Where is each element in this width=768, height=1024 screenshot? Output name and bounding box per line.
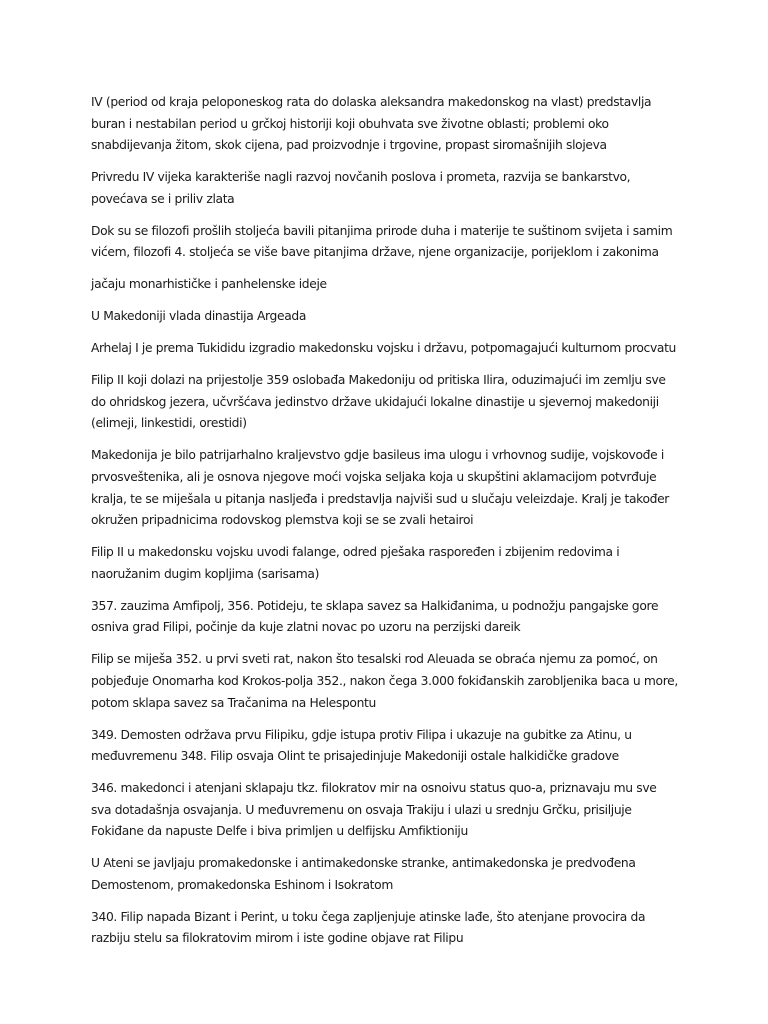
paragraph-7: Filip II koji dolazi na prijestolje 359 oslobađa Makedoniju od pritiska Ilira, oduzimajući im zemlju sve do ohridskog jezera, učvršćava jedinstvo države ukidajući lokalne dinastije u sjevernoj makedoniji (elimeji, linkestidi, orestidi) <box>91 373 666 431</box>
paragraph-11: Filip se miješa 352. u prvi sveti rat, nakon što tesalski rod Aleuada se obraća njemu za pomoć, on pobjeđuje Onomarha kod Krokos-polja 352., nakon čega 3.000 fokiđanskih zarobljenika baca u more, potom sklapa savez sa Tračanima na Helespontu <box>91 652 678 710</box>
paragraph-4: jačaju monarhističke i panhelenske ideje <box>91 277 327 292</box>
paragraph-5: U Makedoniji vlada dinastija Argeada <box>91 309 307 324</box>
paragraph-3: Dok su se filozofi prošlih stoljeća bavili pitanjima prirode duha i materije te suštinom svijeta i samim vićem, filozofi 4. stoljeća se više bave pitanjima države, njene organizacije, porijeklom i zakonima <box>91 223 673 260</box>
paragraph-6: Arhelaj I je prema Tukididu izgradio makedonsku vojsku i državu, potpomagajući kulturnom procvatu <box>91 341 676 356</box>
paragraph-1: IV (period od kraja peloponeskog rata do dolaska aleksandra makedonskog na vlast) predstavlja buran i nestabilan period u grčkoj historiji koji obuhvata sve životne oblasti; problemi oko snabdijevanja žitom, skok cijena, pad proizvodnje i trgovine, propast siromašnijih slojeva <box>91 95 652 153</box>
paragraph-9: Filip II u makedonsku vojsku uvodi falange, odred pješaka raspoređen i zbijenim redovima i naoružanim dugim kopljima (sarisama) <box>91 545 620 581</box>
paragraph-2: Privredu IV vijeka karakteriše nagli razvoj novčanih poslova i prometa, razvija se bankarstvo, povećava se i priliv zlata <box>91 170 631 206</box>
paragraph-14: U Ateni se javljaju promakedonske i antimakedonske stranke, antimakedonska je predvođena Demostenom, promakedonska Eshinom i Isokratom <box>91 856 636 892</box>
document-body <box>91 92 679 960</box>
paragraph-10: 357. zauzima Amfipolj, 356. Potideju, te sklapa savez sa Halkiđanima, u podnožju pangajske gore osniva grad Filipi, počinje da kuje zlatni novac po uzoru na perzijski dareik <box>91 598 659 635</box>
paragraph-12: 349. Demosten održava prvu Filipiku, gdje istupa protiv Filipa i ukazuje na gubitke za Atinu, u međuvremenu 348. Filip osvaja Olint te prisajedinjuje Makedoniji ostale halkidičke gradove <box>91 727 632 764</box>
paragraph-13: 346. makedonci i atenjani sklapaju tkz. filokratov mir na osnoivu status quo-a, priznavaju mu sve sva dotadašnja osvajanja. U međuvremenu on osvaja Trakiju i ulazi u srednju Grčku, prisiljuje Fokiđane da napuste Delfe i biva primljen u delfijsku Amfiktioniju <box>91 781 657 839</box>
paragraph-15: 340. Filip napada Bizant i Perint, u toku čega zapljenjuje atinske lađe, što atenjane provocira da razbiju stelu sa filokratovim mirom i iste godine objave rat Filipu <box>91 909 646 946</box>
paragraph-8: Makedonija je bilo patrijarhalno kraljevstvo gdje basileus ima ulogu i vrhovnog sudije, vojskovođe i prvosveštenika, ali je osnova njegove moći vojska seljaka koja u skupštini aklamacijom potvrđuje kralja, te se miješala u pitanja nasljeđa i predstavlja najviši sud u slučaju veleizdaje. Kralj je također okružen pripadnicima rodovskog plemstva koji se se zvali hetairoi <box>91 448 670 528</box>
